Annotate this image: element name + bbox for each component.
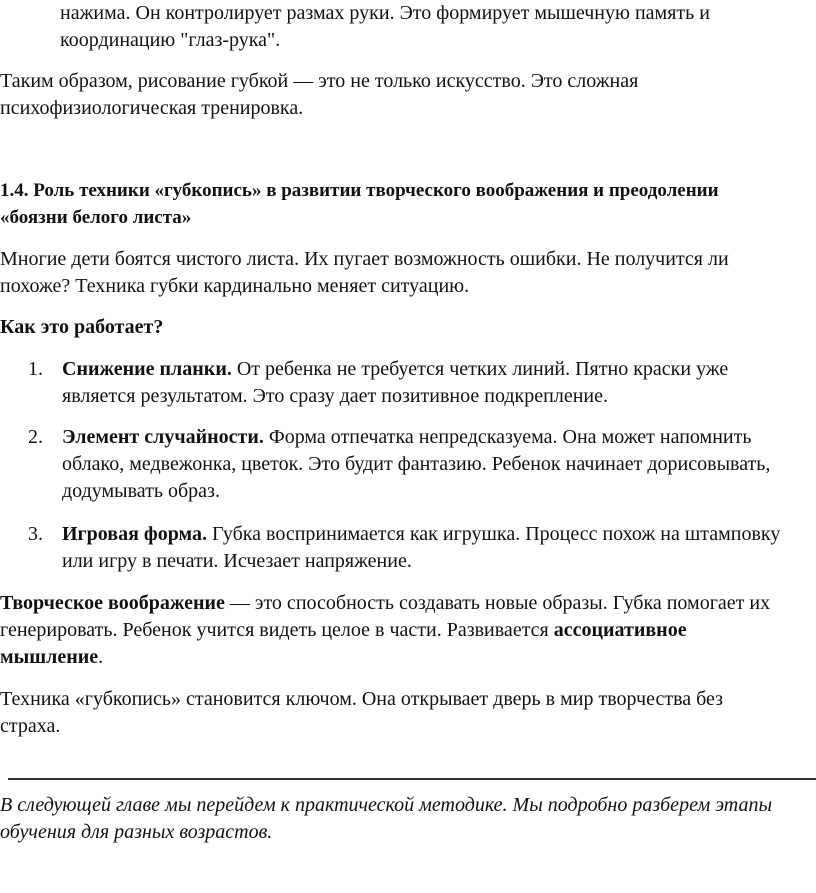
- list-item-3-line: [62, 548, 412, 575]
- text: додумывать образ.: [62, 480, 220, 502]
- text: обучения для разных возрастов.: [0, 821, 273, 843]
- imagination-paragraph-line: [0, 590, 770, 617]
- list-item-2-line: [62, 424, 751, 451]
- text: «боязни белого листа»: [0, 207, 192, 228]
- next-chapter-note-line: [0, 792, 772, 819]
- list-number: 1.: [28, 358, 43, 380]
- text: В следующей главе мы перейдем к практической методике. Мы подробно разберем этапы: [0, 794, 772, 816]
- imagination-paragraph-line: [0, 617, 687, 644]
- text: — это способность создавать новые образы. Губка помогает их: [224, 592, 771, 614]
- how-it-works-heading-line: [0, 314, 163, 341]
- text: 1.4. Роль техники «губкопись» в развитии творческого воображения и преодолении: [0, 180, 719, 201]
- conclusion-paragraph-line: [0, 68, 638, 95]
- conclusion-paragraph-line: [0, 95, 303, 122]
- text: Многие дети боятся чистого листа. Их пугает возможность ошибки. Не получится ли: [0, 248, 729, 270]
- list-item-2-line: [62, 451, 770, 478]
- intro-continuation-line: [60, 0, 710, 27]
- bold-text: Как это работает?: [0, 316, 164, 338]
- section-heading-line: [0, 204, 191, 231]
- bold-text: Творческое воображение: [0, 592, 225, 614]
- list-number: 3.: [28, 523, 43, 545]
- text: Губка воспринимается как игрушка. Процесс похож на штамповку: [207, 523, 781, 545]
- key-paragraph-line: [0, 686, 723, 713]
- horizontal-rule: [8, 778, 816, 780]
- text: облако, медвежонка, цветок. Это будит фантазию. Ребенок начинает дорисовывать,: [62, 453, 771, 475]
- list-number: 2.: [28, 426, 43, 448]
- text: или игру в печати. Исчезает напряжение.: [62, 550, 412, 572]
- list-item-3-line: [62, 521, 780, 548]
- section-heading-line: [0, 177, 719, 204]
- text: Форма отпечатка непредсказуема. Она может напомнить: [263, 426, 752, 448]
- text: Техника «губкопись» становится ключом. Она открывает дверь в мир творчества без: [0, 688, 724, 710]
- text: является результатом. Это сразу дает позитивное подкрепление.: [62, 385, 608, 407]
- text: .: [98, 646, 104, 668]
- text: От ребенка не требуется четких линий. Пятно краски уже: [231, 358, 729, 380]
- text: психофизиологическая тренировка.: [0, 97, 304, 119]
- text: нажима. Он контролирует размах руки. Это формирует мышечную память и: [60, 2, 710, 24]
- key-paragraph-line: [0, 713, 60, 740]
- next-chapter-note-line: [0, 819, 272, 846]
- intro-continuation-line: [60, 27, 280, 54]
- list-item-2-line: [62, 478, 220, 505]
- bold-text: Игровая форма.: [62, 523, 208, 545]
- bold-text: мышление: [0, 646, 99, 668]
- imagination-paragraph-line: [0, 644, 103, 671]
- list-item-1-line: [62, 383, 608, 410]
- text: похоже? Техника губки кардинально меняет ситуацию.: [0, 275, 470, 297]
- text: генерировать. Ребенок учится видеть целое в части. Развивается: [0, 619, 554, 641]
- fear-paragraph-line: [0, 246, 729, 273]
- fear-paragraph-line: [0, 273, 469, 300]
- bold-text: Элемент случайности.: [62, 426, 264, 448]
- text: координацию "глаз-рука".: [60, 29, 281, 51]
- text: Таким образом, рисование губкой — это не только искусство. Это сложная: [0, 70, 639, 92]
- bold-text: Снижение планки.: [62, 358, 232, 380]
- text: страха.: [0, 715, 61, 737]
- bold-text: ассоциативное: [553, 619, 687, 641]
- list-item-1-line: [62, 356, 728, 383]
